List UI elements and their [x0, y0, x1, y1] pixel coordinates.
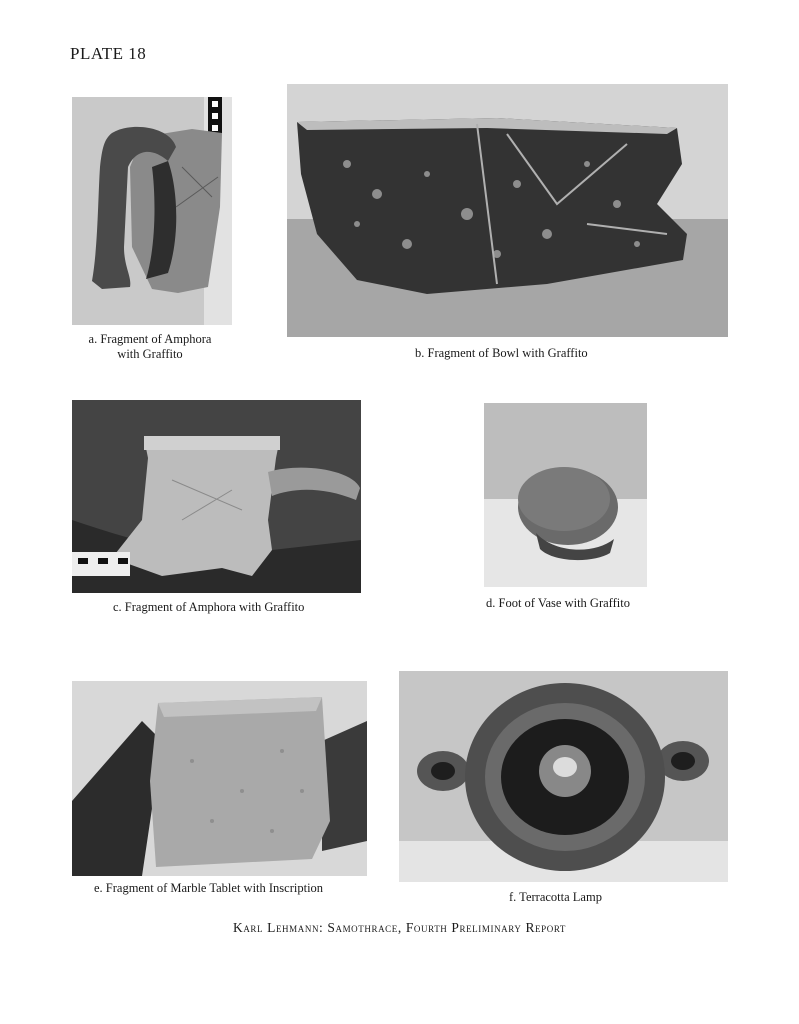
photo-a-amphora-fragment	[72, 97, 232, 325]
page-footer: Karl Lehmann: Samothrace, Fourth Preliminary Report	[232, 920, 567, 935]
photo-f-terracotta-lamp	[399, 671, 728, 882]
caption-f: f. Terracotta Lamp	[509, 890, 602, 904]
photo-d-vase-foot	[484, 403, 647, 587]
caption-a	[80, 332, 220, 362]
caption-e: e. Fragment of Marble Tablet with Inscription	[94, 881, 324, 895]
caption-b: b. Fragment of Bowl with Graffito	[415, 346, 588, 360]
photo-e-marble-tablet	[72, 681, 367, 876]
plate-title: PLATE 18	[70, 44, 147, 63]
caption-c: c. Fragment of Amphora with Graffito	[113, 600, 305, 614]
photo-c-amphora-fragment	[72, 400, 361, 593]
caption-a-line1: a. Fragment of Amphora	[88, 332, 212, 346]
caption-a-line2: with Graffito	[117, 347, 183, 361]
photo-b-bowl-fragment	[287, 84, 728, 337]
caption-d: d. Foot of Vase with Graffito	[486, 596, 630, 610]
